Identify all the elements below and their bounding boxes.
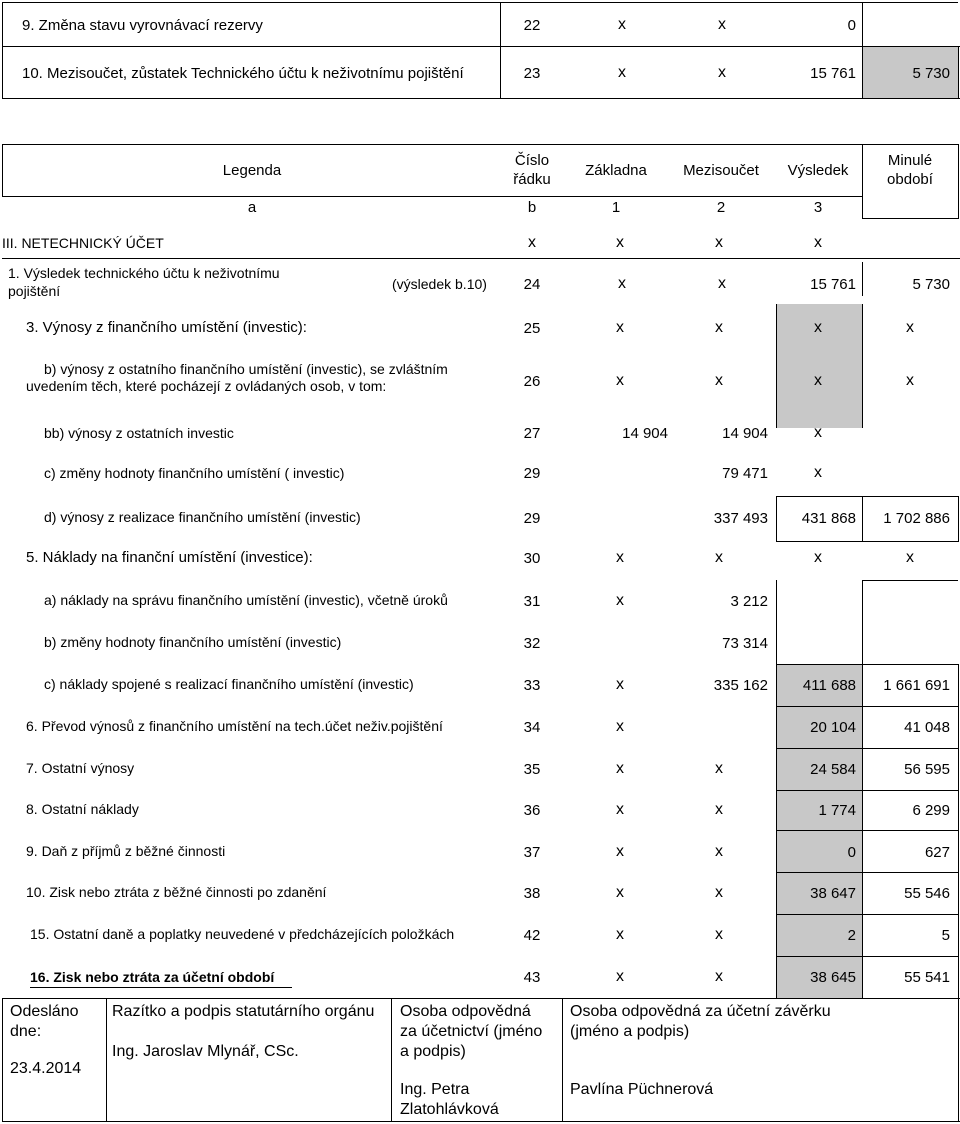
cell-value: 1 661 691 bbox=[883, 677, 950, 694]
closure-label: Osoba odpovědná za účetní závěrku bbox=[570, 1003, 831, 1020]
row-number: 27 bbox=[523, 425, 541, 442]
cell-value: 1 774 bbox=[818, 802, 856, 819]
row-label: pojištění bbox=[8, 283, 61, 299]
cell-value: 55 541 bbox=[904, 969, 950, 986]
cell-value: x bbox=[616, 319, 624, 336]
cell-value: x bbox=[715, 760, 723, 777]
cell-value: 5 bbox=[941, 927, 950, 944]
row-number: 33 bbox=[523, 677, 541, 694]
cell-value: x bbox=[616, 843, 624, 860]
header-zakladna: Základna bbox=[585, 162, 647, 179]
cell-value: 55 546 bbox=[904, 885, 950, 902]
cell-value: 24 584 bbox=[810, 761, 856, 778]
cell-value: x bbox=[616, 592, 624, 609]
accounting-label: za účetnictví (jméno bbox=[400, 1023, 543, 1040]
cell-value: x bbox=[715, 968, 723, 985]
row-number: 22 bbox=[523, 17, 541, 34]
row-label: b) změny hodnoty finančního umístění (investic) bbox=[44, 634, 342, 650]
cell-value: x bbox=[616, 926, 624, 943]
accounting-label: Osoba odpovědná bbox=[400, 1003, 531, 1020]
row-number: 43 bbox=[523, 969, 541, 986]
row-label: 9. Daň z příjmů z běžné činnosti bbox=[26, 843, 226, 859]
header-vysledek: Výsledek bbox=[787, 162, 849, 179]
cell-value: 0 bbox=[847, 17, 856, 34]
cell-value: x bbox=[906, 319, 914, 336]
row-number: 30 bbox=[523, 550, 541, 567]
cell-value: x bbox=[616, 549, 624, 566]
section-title: III. NETECHNICKÝ ÚČET bbox=[2, 235, 164, 251]
cell-value: 38 647 bbox=[810, 885, 856, 902]
row-number: 29 bbox=[523, 510, 541, 527]
row-number: 34 bbox=[523, 719, 541, 736]
cell-value: x bbox=[715, 926, 723, 943]
row-number: 35 bbox=[523, 761, 541, 778]
row-number: 42 bbox=[523, 927, 541, 944]
stamp-title: Razítko a podpis statutárního orgánu bbox=[112, 1003, 375, 1020]
cell-value: 38 645 bbox=[810, 969, 856, 986]
row-label: bb) výnosy z ostatních investic bbox=[44, 425, 234, 441]
row-label: c) změny hodnoty finančního umístění ( investic) bbox=[44, 465, 345, 481]
cell-value: 15 761 bbox=[810, 65, 856, 82]
cell-value: x bbox=[718, 64, 726, 81]
row-number: 31 bbox=[523, 593, 541, 610]
subheader-a: a bbox=[247, 199, 257, 216]
subheader-2: 2 bbox=[716, 199, 726, 216]
cell-value: x bbox=[715, 372, 723, 389]
cell-value: x bbox=[616, 968, 624, 985]
cell-value: x bbox=[814, 372, 822, 389]
cell-value: x bbox=[616, 760, 624, 777]
cell-value: x bbox=[528, 234, 536, 251]
row-label: 1. Výsledek technického účtu k neživotnímu bbox=[8, 265, 280, 281]
row-label: c) náklady spojené s realizací finančního umístění (investic) bbox=[44, 676, 414, 692]
cell-value: x bbox=[718, 275, 726, 292]
cell-value: 20 104 bbox=[810, 719, 856, 736]
cell-value: 0 bbox=[847, 844, 856, 861]
closure-label: (jméno a podpis) bbox=[570, 1023, 690, 1040]
row-label: 6. Převod výnosů z finančního umístění na tech.účet neživ.pojištění bbox=[26, 718, 443, 734]
row-label: 5. Náklady na finanční umístění (investice): bbox=[26, 549, 313, 566]
cell-value: 337 493 bbox=[713, 510, 768, 527]
closure-name: Pavlína Püchnerová bbox=[570, 1081, 714, 1098]
row-number: 26 bbox=[523, 373, 541, 390]
sent-label: Odesláno bbox=[10, 1003, 79, 1020]
cell-value: 41 048 bbox=[904, 719, 950, 736]
stamp-name: Ing. Jaroslav Mlynář, CSc. bbox=[112, 1043, 299, 1060]
cell-value: x bbox=[618, 16, 626, 33]
row-label: 16. Zisk nebo ztráta za účetní období bbox=[30, 969, 275, 985]
sent-label: dne: bbox=[10, 1023, 42, 1040]
cell-value: x bbox=[814, 319, 822, 336]
underline bbox=[30, 987, 292, 988]
cell-value: x bbox=[814, 424, 822, 441]
cell-value: 5 730 bbox=[912, 276, 950, 293]
cell-value: 431 868 bbox=[801, 510, 856, 527]
cell-value: 73 314 bbox=[722, 635, 768, 652]
cell-value: x bbox=[814, 234, 822, 251]
row-label: 9. Změna stavu vyrovnávací rezervy bbox=[22, 17, 263, 34]
cell-value: x bbox=[616, 234, 624, 251]
cell-value: x bbox=[715, 319, 723, 336]
cell-value: x bbox=[616, 676, 624, 693]
cell-value: x bbox=[715, 884, 723, 901]
sent-date: 23.4.2014 bbox=[10, 1060, 82, 1077]
cell-value: x bbox=[718, 16, 726, 33]
row-label: 8. Ostatní náklady bbox=[26, 801, 139, 817]
cell-value: 1 702 886 bbox=[883, 510, 950, 527]
shaded-cell bbox=[776, 664, 862, 998]
accounting-name: Zlatohlávková bbox=[400, 1101, 499, 1118]
row-number: 25 bbox=[523, 320, 541, 337]
header-radku: řádku bbox=[513, 171, 551, 188]
cell-value: x bbox=[814, 464, 822, 481]
cell-value: x bbox=[618, 64, 626, 81]
cell-value: x bbox=[616, 718, 624, 735]
row-label: uvedením těch, které pocházejí z ovládaných osob, v tom: bbox=[26, 378, 387, 394]
cell-value: x bbox=[715, 801, 723, 818]
cell-value: 411 688 bbox=[802, 677, 856, 694]
row-number: 24 bbox=[523, 276, 541, 293]
row-label: 15. Ostatní daně a poplatky neuvedené v předcházejících položkách bbox=[30, 926, 455, 942]
subheader-1: 1 bbox=[611, 199, 621, 216]
row-note: (výsledek b.10) bbox=[392, 276, 487, 292]
row-label: a) náklady na správu finančního umístění (investic), včetně úroků bbox=[44, 592, 448, 608]
subheader-b: b bbox=[527, 199, 537, 216]
header-obdobi: období bbox=[887, 171, 933, 188]
cell-value: x bbox=[715, 234, 723, 251]
row-label: 10. Mezisoučet, zůstatek Technického účtu k neživotnímu pojištění bbox=[22, 65, 464, 82]
cell-value: 14 904 bbox=[722, 425, 768, 442]
cell-value: x bbox=[715, 549, 723, 566]
row-label: 3. Výnosy z finančního umístění (investic): bbox=[26, 319, 307, 336]
row-label: 7. Ostatní výnosy bbox=[26, 760, 135, 776]
cell-value: 3 212 bbox=[730, 593, 768, 610]
row-label: 10. Zisk nebo ztráta z běžné činnosti po zdanění bbox=[26, 884, 327, 900]
cell-value: 6 299 bbox=[912, 802, 950, 819]
header-legenda: Legenda bbox=[222, 162, 282, 179]
cell-value: x bbox=[618, 275, 626, 292]
cell-value: 79 471 bbox=[722, 465, 768, 482]
cell-value: 14 904 bbox=[622, 425, 668, 442]
cell-value: x bbox=[906, 372, 914, 389]
cell-value: x bbox=[616, 372, 624, 389]
header-mezisoucet: Mezisoučet bbox=[683, 162, 759, 179]
cell-value: 56 595 bbox=[904, 761, 950, 778]
header-minule: Minulé bbox=[887, 152, 933, 169]
header-cislo: Číslo bbox=[514, 152, 550, 169]
row-number: 29 bbox=[523, 465, 541, 482]
row-number: 38 bbox=[523, 885, 541, 902]
cell-value: x bbox=[814, 549, 822, 566]
cell-value: x bbox=[616, 801, 624, 818]
row-number: 32 bbox=[523, 635, 541, 652]
cell-value: 5 730 bbox=[912, 65, 950, 82]
cell-value: 335 162 bbox=[713, 677, 768, 694]
row-number: 36 bbox=[523, 802, 541, 819]
subheader-3: 3 bbox=[813, 199, 823, 216]
row-number: 37 bbox=[523, 844, 541, 861]
cell-value: x bbox=[906, 549, 914, 566]
accounting-label: a podpis) bbox=[400, 1043, 466, 1060]
accounting-name: Ing. Petra bbox=[400, 1081, 470, 1098]
cell-value: 2 bbox=[847, 927, 856, 944]
row-label: d) výnosy z realizace finančního umístění (investic) bbox=[44, 509, 361, 525]
cell-value: x bbox=[715, 843, 723, 860]
cell-value: 15 761 bbox=[810, 276, 856, 293]
cell-value: x bbox=[616, 884, 624, 901]
cell-value: 627 bbox=[924, 844, 950, 861]
row-number: 23 bbox=[523, 65, 541, 82]
row-label: b) výnosy z ostatního finančního umístění (investic), se zvláštním bbox=[44, 361, 448, 377]
